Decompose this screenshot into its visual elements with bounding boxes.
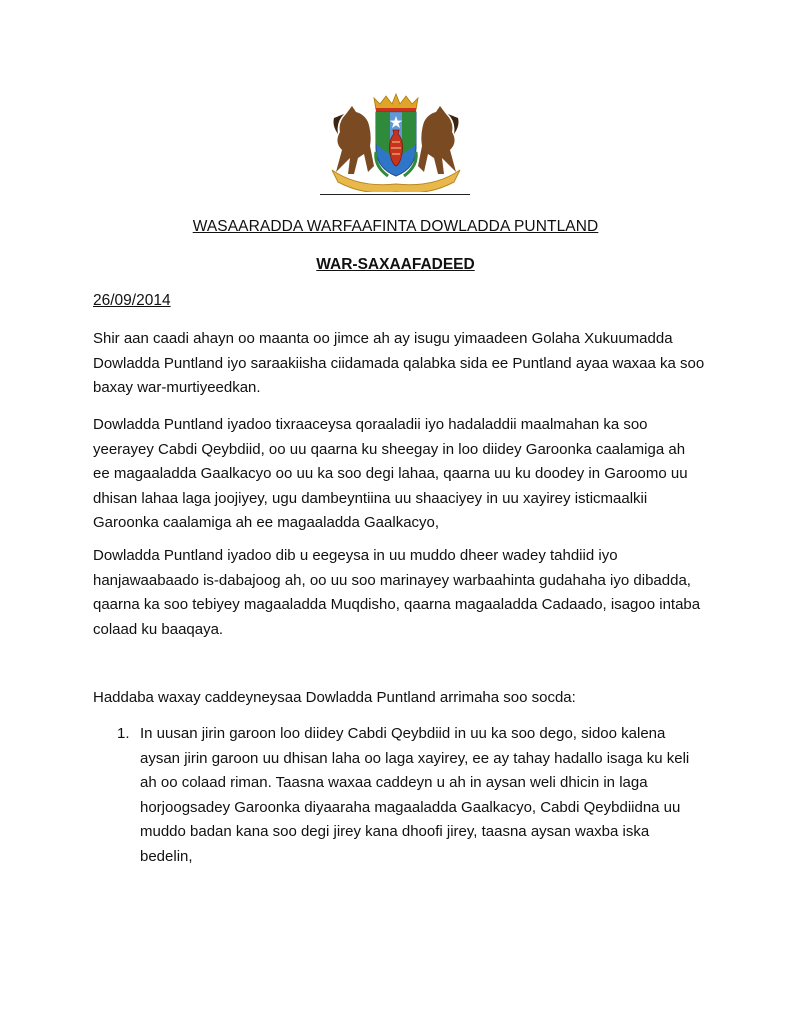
list-item-text: In uusan jirin garoon loo diidey Cabdi Qeybdiid in uu ka soo dego, sidoo kalena aysan jirin garoon uu dhisan laha oo laga xayirey, ee ay tahay hadallo isaga ku keli ah oo colaad riman. Taasna waxaa caddeyn u ah in aysan weli dhicin in laga horjoogsadey Garoonka diyaaraha magaaladda Gaalkacyo, Cabdi Qeybdiidna uu muddo badan kana soo degi jirey kana dhoofi jirey, taasna aysan waxba iska bedelin, [140,725,690,865]
list-item-number: 1. [117,725,130,742]
paragraph-review: Dowladda Puntland iyadoo dib u eegeysa in uu muddo dheer wadey tahdiid iyo hanjawaabaado is-dabajoog ah, oo uu soo marinayey warbaahinta gudahaha iyo dibadda, qaarna ka soo tebiyey magaaladda Muqdisho, qaarna magaaladda Cadaado, isagoo intaba colaad ku baaqaya. [93,547,701,638]
paragraph-context: Dowladda Puntland iyadoo tixraaceysa qoraaladii iyo hadaladdii maalmahan ka soo yeerayey Cabdi Qeybdiid, oo uu qaarna ku sheegay in loo diidey Garoonka caalamiga ah ee magaaladda Gaalkacyo oo uu ka soo degi lahaa, qaarna uu ku doodey in Garoomo uu dhisan lahaa laga joojiyey, ugu dambeyntiina uu shaaciyey in uu xayirey isticmaalkii Garoonka caalamiga ah ee magaaladda Gaalkacyo, [93,416,688,531]
paragraph-announcement: Haddaba waxay caddeyneysaa Dowladda Puntland arrimaha soo socda: [93,689,576,706]
list-item [93,722,705,869]
document-date: 26/09/2014 [93,292,171,309]
ministry-heading: WASAARADDA WARFAAFINTA DOWLADDA PUNTLAND [192,218,599,235]
puntland-coat-of-arms-icon [318,92,474,192]
document-title: WAR-SAXAAFADEED [316,256,475,273]
emblem-underline [320,194,470,195]
paragraph-intro: Shir aan caadi ahayn oo maanta oo jimce ah ay isugu yimaadeen Golaha Xukuumadda Dowladda Puntland iyo saraakiisha ciidamada qalabka sida ee Puntland ayaa waxaa ka soo baxay war-murtiyeedkan. [93,330,705,396]
statement-list [93,722,705,869]
